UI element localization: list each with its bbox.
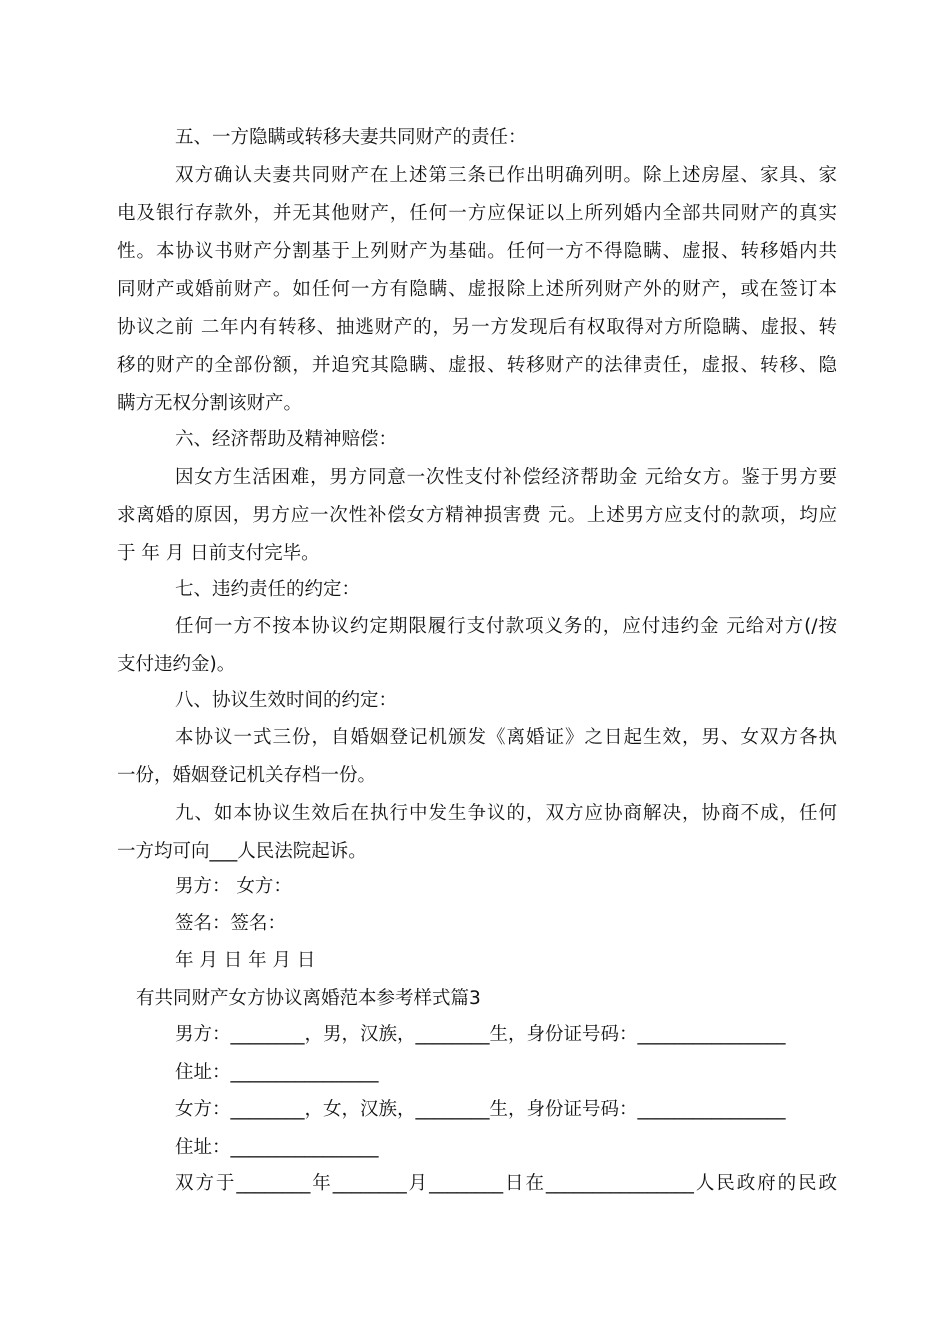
paragraph-line: 双方确认夫妻共同财产在上述第三条已作出明确列明。除上述房屋、家具、家 <box>175 165 837 186</box>
paragraph-line: 电及银行存款外，并无其他财产，任何一方应保证以上所列婚内全部共同财产的真实 <box>117 203 837 224</box>
paragraph-line: 求离婚的原因，男方应一次性补偿女方精神损害费 元。上述男方应支付的款项，均应 <box>117 505 837 526</box>
paragraph-line: 协议之前 二年内有转移、抽逃财产的，另一方发现后有权取得对方所隐瞒、虚报、转 <box>117 317 837 338</box>
paragraph-line: 于 年 月 日前支付完毕。 <box>117 543 320 564</box>
paragraph-line: 瞒方无权分割该财产。 <box>117 393 303 414</box>
signature-names: 签名：签名： <box>175 913 287 934</box>
female-party-line: 女方：________，女，汉族，________生，身份证号码：________________ <box>175 1099 786 1120</box>
paragraph-line: 一方均可向___人民法院起诉。 <box>117 841 367 862</box>
section-7-heading: 七、违约责任的约定： <box>175 579 361 600</box>
female-address-line: 住址：________________ <box>175 1137 379 1158</box>
section-5-heading: 五、一方隐瞒或转移夫妻共同财产的责任： <box>175 127 527 148</box>
male-party-line: 男方：________，男，汉族，________生，身份证号码：________________ <box>175 1024 786 1045</box>
paragraph-line: 移的财产的全部份额，并追究其隐瞒、虚报、转移财产的法律责任，虚报、转移、隐 <box>117 355 837 376</box>
paragraph-line: 支付违约金)。 <box>117 654 236 675</box>
signature-parties: 男方： 女方： <box>175 876 292 897</box>
section-6-heading: 六、经济帮助及精神赔偿： <box>175 429 398 450</box>
section-9-line: 九、如本协议生效后在执行中发生争议的，双方应协商解决，协商不成，任何 <box>175 803 837 824</box>
paragraph-line: 本协议一式三份，自婚姻登记机颁发《离婚证》之日起生效，男、女双方各执 <box>175 727 837 748</box>
paragraph-line: 因女方生活困难，男方同意一次性支付补偿经济帮助金 元给女方。鉴于男方要 <box>175 467 837 488</box>
registration-line: 双方于________年________月________日在________________人民政府的民政 <box>175 1173 837 1194</box>
paragraph-line: 一份，婚姻登记机关存档一份。 <box>117 765 377 786</box>
paragraph-line: 性。本协议书财产分割基于上列财产为基础。任何一方不得隐瞒、虚报、转移婚内共 <box>117 241 837 262</box>
paragraph-line: 任何一方不按本协议约定期限履行支付款项义务的，应付违约金 元给对方(/按 <box>175 616 837 637</box>
male-address-line: 住址：________________ <box>175 1062 379 1083</box>
signature-dates: 年 月 日 年 月 日 <box>175 950 316 971</box>
paragraph-line: 同财产或婚前财产。如任何一方有隐瞒、虚报除上述所列财产外的财产，或在签订本 <box>117 279 837 300</box>
section-8-heading: 八、协议生效时间的约定： <box>175 690 398 711</box>
sample-title: 有共同财产女方协议离婚范本参考样式篇3 <box>136 988 481 1009</box>
